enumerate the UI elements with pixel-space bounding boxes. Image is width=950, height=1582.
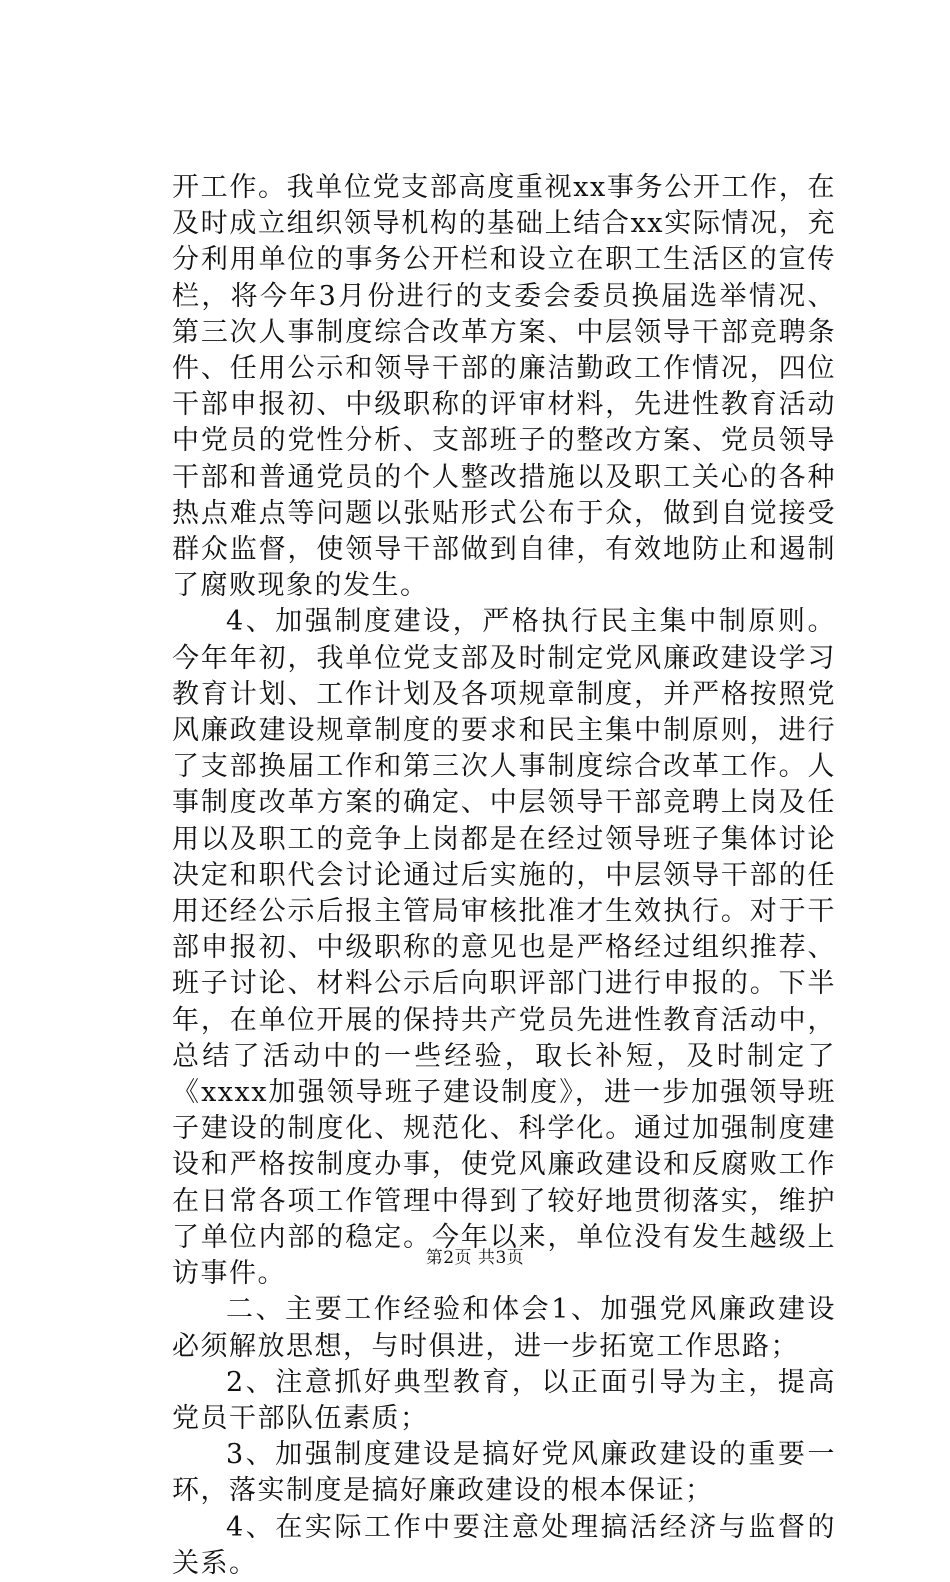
paragraph-experience-4: 4、在实际工作中要注意处理搞活经济与监督的关系。 <box>172 1511 836 1579</box>
paragraph-continuation: 开工作。我单位党支部高度重视xx事务公开工作，在及时成立组织领导机构的基础上结合xx实际情况，充分利用单位的事务公开栏和设立在职工生活区的宣传栏，将今年3月份进行的支委会委员换届选举情况、第三次人事制度综合改革方案、中层领导干部竞聘条件、任用公示和领导干部的廉洁勤政工作情况，四位干部申报初、中级职称的评审材料，先进性教育活动中党员的党性分析、支部班子的整改方案、党员领导干部和普通党员的个人整改措施以及职工关心的各种热点难点等问题以张贴形式公布于众，做到自觉接受群众监督，使领导干部做到自律，有效地防止和遏制了腐败现象的发生。 <box>172 172 836 602</box>
paragraph-section-4: 4、加强制度建设，严格执行民主集中制原则。今年年初，我单位党支部及时制定党风廉政建设学习教育计划、工作计划及各项规章制度，并严格按照党风廉政建设规章制度的要求和民主集中制原则，进行了支部换届工作和第三次人事制度综合改革工作。人事制度改革方案的确定、中层领导干部竞聘上岗及任用以及职工的竞争上岗都是在经过领导班子集体讨论决定和职代会讨论通过后实施的，中层领导干部的任用还经公示后报主管局审核批准才生效执行。对于干部申报初、中级职称的意见也是严格经过组织推荐、班子讨论、材料公示后向职评部门进行申报的。下半年，在单位开展的保持共产党员先进性教育活动中，总结了活动中的一些经验，取长补短，及时制定了《xxxx加强领导班子建设制度》，进一步加强领导班子建设的制度化、规范化、科学化。通过加强制度建设和严格按制度办事，使党风廉政建设和反腐败工作在日常各项工作管理中得到了较好地贯彻落实，维护了单位内部的稳定。今年以来，单位没有发生越级上访事件。 <box>172 606 836 1290</box>
paragraph-experience-3: 3、加强制度建设是搞好党风廉政建设的重要一环，落实制度是搞好廉政建设的根本保证； <box>172 1439 836 1507</box>
paragraph-experience-2: 2、注意抓好典型教育，以正面引导为主，提高党员干部队伍素质； <box>172 1366 836 1434</box>
page-number-footer: 第2页 共3页 <box>425 1248 525 1268</box>
paragraph-experience-heading: 二、主要工作经验和体会1、加强党风廉政建设必须解放思想，与时俱进，进一步拓宽工作思路； <box>172 1294 836 1362</box>
document-body <box>172 170 836 1582</box>
